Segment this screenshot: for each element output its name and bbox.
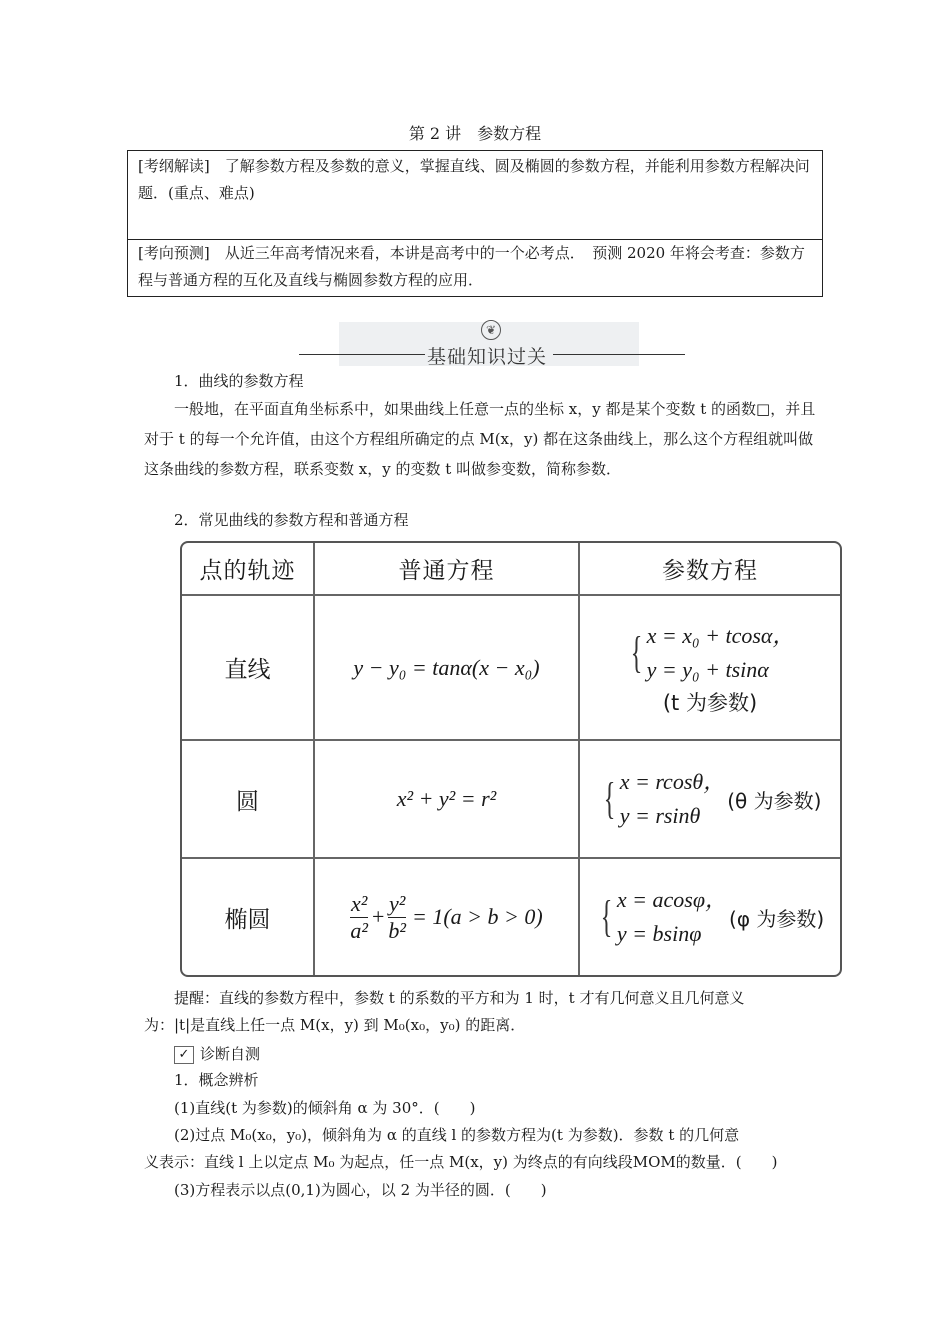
line-param-x: x = x₀ + tcosα， [646,622,795,648]
section-banner [299,318,685,370]
ellipse-frac2-den: b² [388,917,406,943]
row-line-parametric: { x = x₀ + tcosα， y = y₀ + tsinα (t 为参数) [580,596,840,739]
question-1: (1)直线(t 为参数)的倾斜角 α 为 30°．( ) [174,1099,476,1117]
circle-param-x: x = rcosθ， [619,769,726,794]
page-title: 第 2 讲 参数方程 [408,124,542,143]
question-3: (3)方程表示以点(0,1)为圆心，以 2 为半径的圆．( ) [174,1181,547,1199]
circle-param-note: (θ 为参数) [727,788,822,813]
row-circle-name: 圆 [236,788,259,815]
ellipse-frac2-num: y² [388,890,406,916]
header-locus: 点的轨迹 [199,558,296,584]
row-ellipse-ordinary: $\frac{\text{x²}}{\text{a²}}$ + $\frac{\text{y²}}{\text{b²}}$ = 1(a > b > 0) [350,890,543,943]
row-line-ordinary: y − y₀ = tanα(x − x₀) [353,654,540,680]
ellipse-frac1-num: x² [350,890,368,916]
ellipse-ordinary-tail: = 1(a > b > 0) [411,904,543,929]
question-2a: (2)过点 M₀(x₀，y₀)，倾斜角为 α 的直线 l 的参数方程为(t 为参数)．参数 t 的几何意 [174,1126,740,1144]
ellipse-param-y: y = bsinφ [616,921,702,946]
forecast-box [127,239,823,297]
note-line2: 为：|t|是直线上任一点 M(x，y) 到 M₀(x₀，y₀) 的距离． [144,1016,526,1034]
question-2b: 义表示：直线 l 上以定点 M₀ 为起点，任一点 M(x，y) 为终点的有向线段MOM的数量．( ) [144,1153,778,1171]
ellipse-param-x: x = acosφ， [616,887,728,912]
forecast-text: 从近三年高考情况来看，本讲是高考中的一个必考点． 预测 2020 年将会考查：参数方程与普通方程的互化及直线与椭圆参数方程的应用． [138,244,805,289]
ellipse-frac1-den: a² [350,917,368,943]
note-line1: 提醒：直线的参数方程中，参数 t 的系数的平方和为 1 时，t 才有几何意义且几何意义 [174,989,745,1007]
line-param-note: (t 为参数) [662,690,758,715]
ellipse-param-note: (φ 为参数) [729,906,825,931]
forecast-label: [考向预测] [138,244,210,262]
header-parametric: 参数方程 [662,558,758,584]
concept-heading: 1．概念辨析 [174,1071,259,1089]
row-line-name: 直线 [224,657,271,683]
circle-param-y: y = rsinθ [619,803,701,828]
section1-body: 一般地，在平面直角坐标系中，如果曲线上任意一点的坐标 x，y 都是某个变数 t 的函数□，并且对于 t 的每一个允许值，由这个方程组所确定的点 M(x，y) 都在这条曲线上，那么这个方程组就叫做这条曲线的参数方程，联系变数 x，y 的变数 t 叫做参变数，简称参数． [144,400,816,478]
equation-table [180,541,842,977]
section2-heading: 2．常见曲线的参数方程和普通方程 [174,511,409,529]
row-circle-parametric: { x = rcosθ， y = rsinθ (θ 为参数) [580,741,840,857]
syllabus-text: 了解参数方程及参数的意义，掌握直线、圆及椭圆的参数方程，并能利用参数方程解决问题．(重点、难点) [138,157,810,202]
diagnosis-title: 诊断自测 [200,1045,261,1063]
syllabus-box [127,150,823,240]
leaf-icon: ❦ [481,320,501,340]
syllabus-label: [考纲解读] [138,157,210,175]
checkbox-icon: ✓ [174,1046,194,1064]
banner-title: 基础知识过关 [427,346,548,368]
row-circle-ordinary: x² + y² = r² [396,786,497,811]
row-ellipse-name: 椭圆 [224,906,271,933]
section1-heading: 1．曲线的参数方程 [174,372,304,390]
row-ellipse-parametric: { x = acosφ， y = bsinφ (φ 为参数) [580,859,840,975]
line-param-y: y = y₀ + tsinα [646,656,769,682]
header-ordinary: 普通方程 [398,558,495,584]
